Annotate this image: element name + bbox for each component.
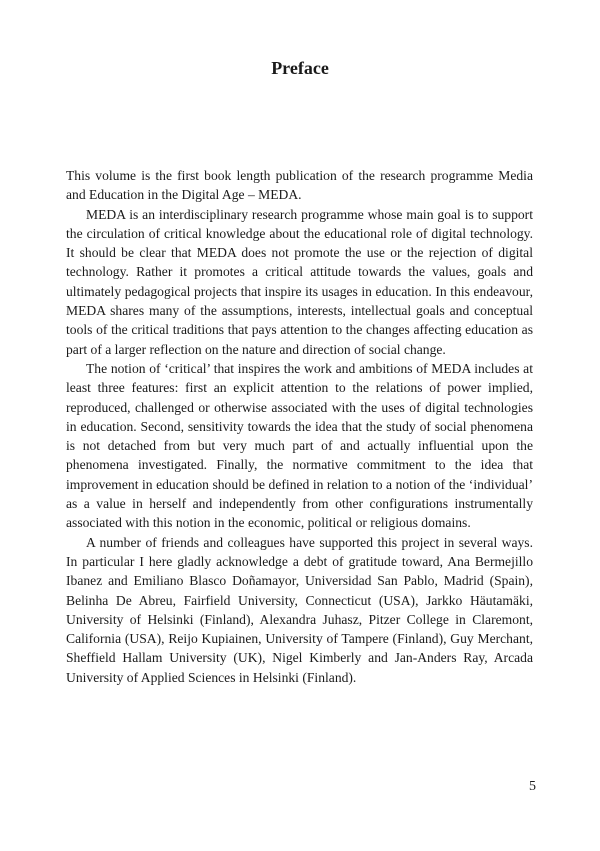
paragraph-acknowledgements: A number of friends and colleagues have supported this project in several ways. In particular I here gladly acknowledge a debt of gratitude toward, Ana Bermejillo Ibanez and Emiliano Blasco Doñamayor, Universidad San Pablo, Madrid (Spain), Belinha De Abreu, Fairfield University, Connecticut (USA), Jarkko Häutamäki, University of Helsinki (Finland), Alexandra Juhasz, Pitzer College in Claremont, California (USA), Reijo Kupiainen, University of Tampere (Finland), Guy Merchant, Sheffield Hallam University (UK), Nigel Kimberly and Jan-Anders Ray, Arcada University of Applied Sciences in Helsinki (Finland).: [66, 534, 533, 685]
paragraph-critical-notion: The notion of ‘critical’ that inspires the work and ambitions of MEDA includes at least three features: first an explicit attention to the relations of power implied, reproduced, challenged or otherwise associated with the uses of digital technologies in education. Second, sensitivity towards the idea that the study of social phenomena is not detached from but very much part of and actually influential upon the phenomena investigated. Finally, the normative commitment to the idea that improvement in education should be defined in relation to a notion of the ‘individual’ as a value in herself and independently from other configurations instrumentally associated with this notion in the economic, political or religious domains.: [66, 360, 533, 531]
page-title: Preface: [271, 58, 329, 78]
paragraph-meda-goal: MEDA is an interdisciplinary research programme whose main goal is to support the circulation of critical knowledge about the educational role of digital technology. It should be clear that MEDA does not promote the use or the rejection of digital technology. Rather it promotes a critical attitude towards the values, goals and ultimately pedagogical projects that inspire its usages in education. In this endeavour, MEDA shares many of the assumptions, interests, intellectual goals and conceptual tools of the critical traditions that pays attention to the changes affecting education as part of a larger reflection on the nature and direction of social change.: [66, 206, 533, 357]
preface-body: [66, 166, 533, 687]
page-number: 5: [529, 779, 536, 794]
paragraph-intro: This volume is the first book length publication of the research programme Media and Education in the Digital Age – MEDA.: [66, 168, 533, 203]
